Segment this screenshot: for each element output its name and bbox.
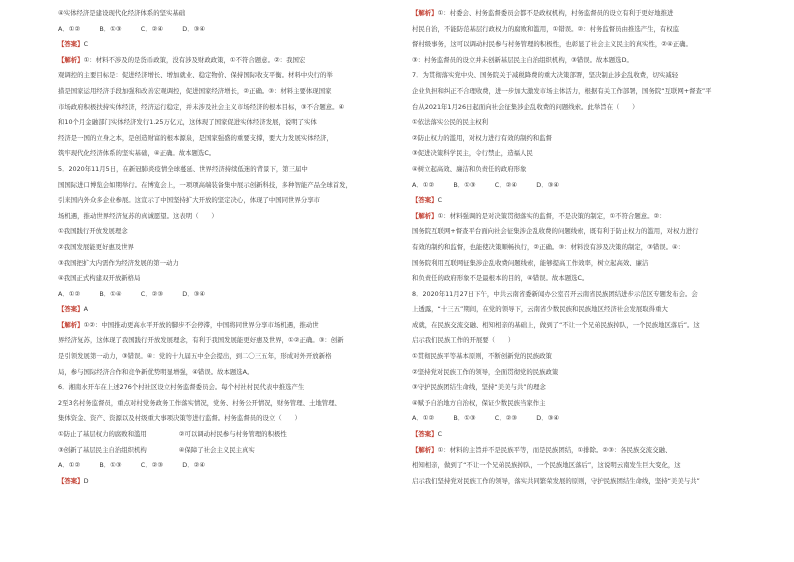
text-line: ①防止了基层权力的腐败和滥用 ②可以调动村民参与村务管理的积极性 [58,430,287,439]
text-line: 国国际进口博览会如期举行。在博览会上，一项项高端装备集中展示创新科技，多种智能产品全球首发， [58,180,352,189]
text-line: 措是国家运用经济手段加强和改善宏观调控，促进国家经济增长，②正确。③：材料主要体现国家 [58,86,332,95]
explanation-line: 【解析】①：材料强调的是对决策贯彻落实的监督，不是决策的制定，①不符合题意。②： [412,211,666,220]
answer-line: 【答案】C [412,196,443,205]
explanation-label: 【解析】 [412,445,438,454]
text-line: ②我国发展能更好惠及世界 [58,242,135,251]
text-line: A．①② B．①③ C．②④ D．③④ [412,180,560,189]
text-line: 7．为贯彻落实党中央、国务院关于减税降费的重大决策部署，坚决制止涉企乱收费，切实减轻 [412,71,679,80]
explanation-line: 【解析】①：村委会、村务监督委员会都不是政权机构，村务监督员的设立有利于更好地推进 [412,9,674,17]
explanation-line: 【解析】①②：中国推动更高水平开放的脚步不会停滞，中国将同世界分享市场机遇，推动世 [58,320,319,329]
text-line: 有效的制约和监督，也能使决策顺畅执行，②正确。③：材料没有涉及决策的制定，③错误。④： [412,242,685,251]
text-line: ①我国践行开放发展理念 [58,227,128,236]
text-line: 场机遇，推动世界经济复苏的真诚愿望。这表明（ ） [58,211,218,220]
answer-line: 【答案】A [58,305,88,314]
text-line: A．①② B．①③ C．②③ D．②④ [58,461,206,470]
text-line: ④我国正式构建双开放新格局 [58,274,141,283]
explanation-line: 【解析】①：材料不涉及的是货币政策，没有涉及财政政策，①不符合题意。②：我国宏 [58,55,306,64]
text-line: ①贯彻民族平等基本原则，不断创新党的民族政策 [412,352,552,361]
text-line: 引来国内外众多企业参展。这宣示了中国坚持扩大开放的坚定决心，体现了中国同世界分享市 [58,196,321,205]
text-line: 6．湘南水开车在上述276个村社区设立村务监督委员会。每个村社村民代表中推选产生 [58,383,305,392]
answer-label: 【答案】 [58,476,84,485]
text-line: A．①② B．①③ C．②③ D．③④ [412,414,560,423]
text-line: 国务院利用互联网征集涉企乱收费问题线索，能够提高工作效率，树立起高效、廉洁 [412,258,649,267]
text-line: 筑牢现代化经济体系的坚实基础，④正确。故本题选C。 [58,149,216,158]
text-line: ③我国把扩大内需作为经济发展的第一动力 [58,258,179,267]
text-line: 市场政府积极扶持实体经济，经济运行稳定，并未涉及社会主义市场经济的根本目标，③不合题意。④ [58,102,345,111]
text-line: ②防止权力的滥用，对权力进行有效的制约和监督 [412,133,552,142]
text-line: 台从2021年1月26日起面向社会征集涉企乱收费的问题线索。此举旨在（ ） [412,102,639,111]
text-line: A．①② B．①③ C．②④ D．③④ [58,24,206,33]
text-line: ③：村务监督员的设立并未创新基层民主自治组织机构，③错误。故本题选D。 [412,55,633,64]
text-line: 和10个月金融部门实体经济发行1.25万亿元，这体现了国家促进实体经济发展，说明了实体 [58,118,317,127]
text-line: 相知相亲，做到了“不让一个兄弟民族掉队，一个民族地区落后”，这说明云南发生巨大变化，这 [412,461,681,470]
text-line: ③创新了基层民主自治组织机构 ④保障了社会主义民主真实 [58,445,255,454]
text-line: ②坚持党对民族工作的领导，全面贯彻党的民族政策 [412,367,559,376]
explanation-label: 【解析】 [412,211,438,220]
answer-line: 【答案】D [58,476,89,485]
text-line: 启示我们坚持党对民族工作的领导，落实共同繁荣发展的原则，守护民族团结生命线，坚持“美美与共” [412,476,700,485]
text-line: 督村级事务，这可以调动村民参与村务管理的积极性，也彰显了社会主义民主的真实性，②④正确。 [412,40,692,49]
text-line: ③促进决策科学民主，令行禁止，造福人民 [412,149,533,158]
answer-label: 【答案】 [412,196,438,205]
left-column [58,6,404,489]
text-line: 村民自治，不能防范基层行政权力的腐败和滥用，①错误。②：村务监督员由推选产生，有权监 [412,24,680,33]
text-line: 局，参与国际经济合作和竞争新优势明显增强，④错误。故本题选A。 [58,367,254,376]
text-line: 国务院互联网+督查平台面向社会征集涉企乱收费的问题线索，既有利于防止权力的滥用，对权力进行 [412,227,699,236]
explanation-label: 【解析】 [58,55,84,64]
answer-line: 【答案】C [412,430,443,439]
text-line: A．①② B．①④ C．②③ D．③④ [58,289,206,298]
text-line: ④树立起高效、廉洁和负责任的政府形象 [412,164,527,173]
text-line: ④实体经济是建设现代化经济体系的坚实基础 [58,9,186,17]
text-line: 2至3名村务监督员，重点对村党务政务工作落实情况，党务、村务公开情况，财务管理、土地管理、 [58,398,341,407]
text-line: 上透露，“十三五”期间，在党的领导下，云南省少数民族和民族地区经济社会发展取得重大 [412,305,668,314]
explanation-line: 【解析】①：材料的主旨并不是民族平等，而是民族团结，①排除。②③：各民族交流交融、 [412,445,672,454]
answer-label: 【答案】 [58,305,84,314]
text-line: 界经济复苏，这体现了我国践行开放发展理念，有利于我国发展能更好惠及世界，①②正确。③：创新 [58,336,344,345]
answer-line: 【答案】C [58,40,89,49]
text-line: 8．2020年11月27日下午，中共云南省委新闻办公室召开云南省民族团结进步示范区专题发布会。会 [412,289,698,298]
text-line: 5．2020年11月5日，在新冠肺炎疫情全球蔓延、世界经济持续低迷的背景下，第三届中 [58,164,308,173]
answer-label: 【答案】 [412,430,438,439]
text-line: 和负责任的政府形象不是最根本的目的，④错误。故本题选C。 [412,274,589,283]
right-column [412,6,758,489]
text-line: 启示我们民族工作的开展要（ ） [412,336,515,345]
text-line: 是引领发展第一动力，③错误。④：党的十九届五中全会提出，到二〇三五年，形成对外开放新格 [58,352,332,361]
explanation-label: 【解析】 [412,9,438,17]
text-line: 企业负担和纠正不合理收费，进一步加大激发市场主体活力，根据有关工作部署，国务院“互联网+督查”平 [412,86,712,95]
text-line: 经济是一国的立身之本，是创造财富的根本源泉，是国家强盛的重要支撑，要大力发展实体经济， [58,133,333,142]
text-line: 集体资金、资产、资源以及村级重大事项决策等进行监督。村务监督员的设立（ ） [58,414,301,423]
text-line: ④赋予自治地方自治权，保证少数民族当家作主 [412,398,546,407]
text-line: ③守护民族团结生命线，坚持“美美与共”的理念 [412,383,546,392]
answer-label: 【答案】 [58,40,84,49]
text-line: 成就，在民族交流交融、相知相亲的基础上，做到了“不让一个兄弟民族掉队，一个民族地区落后”。这 [412,320,700,329]
text-line: ①依法落实公民的民主权利 [412,118,489,127]
text-line: 观调控的主要目标是：促进经济增长、增加就业、稳定物价、保持国际收支平衡。材料中央行的举 [58,71,333,80]
explanation-label: 【解析】 [58,320,84,329]
